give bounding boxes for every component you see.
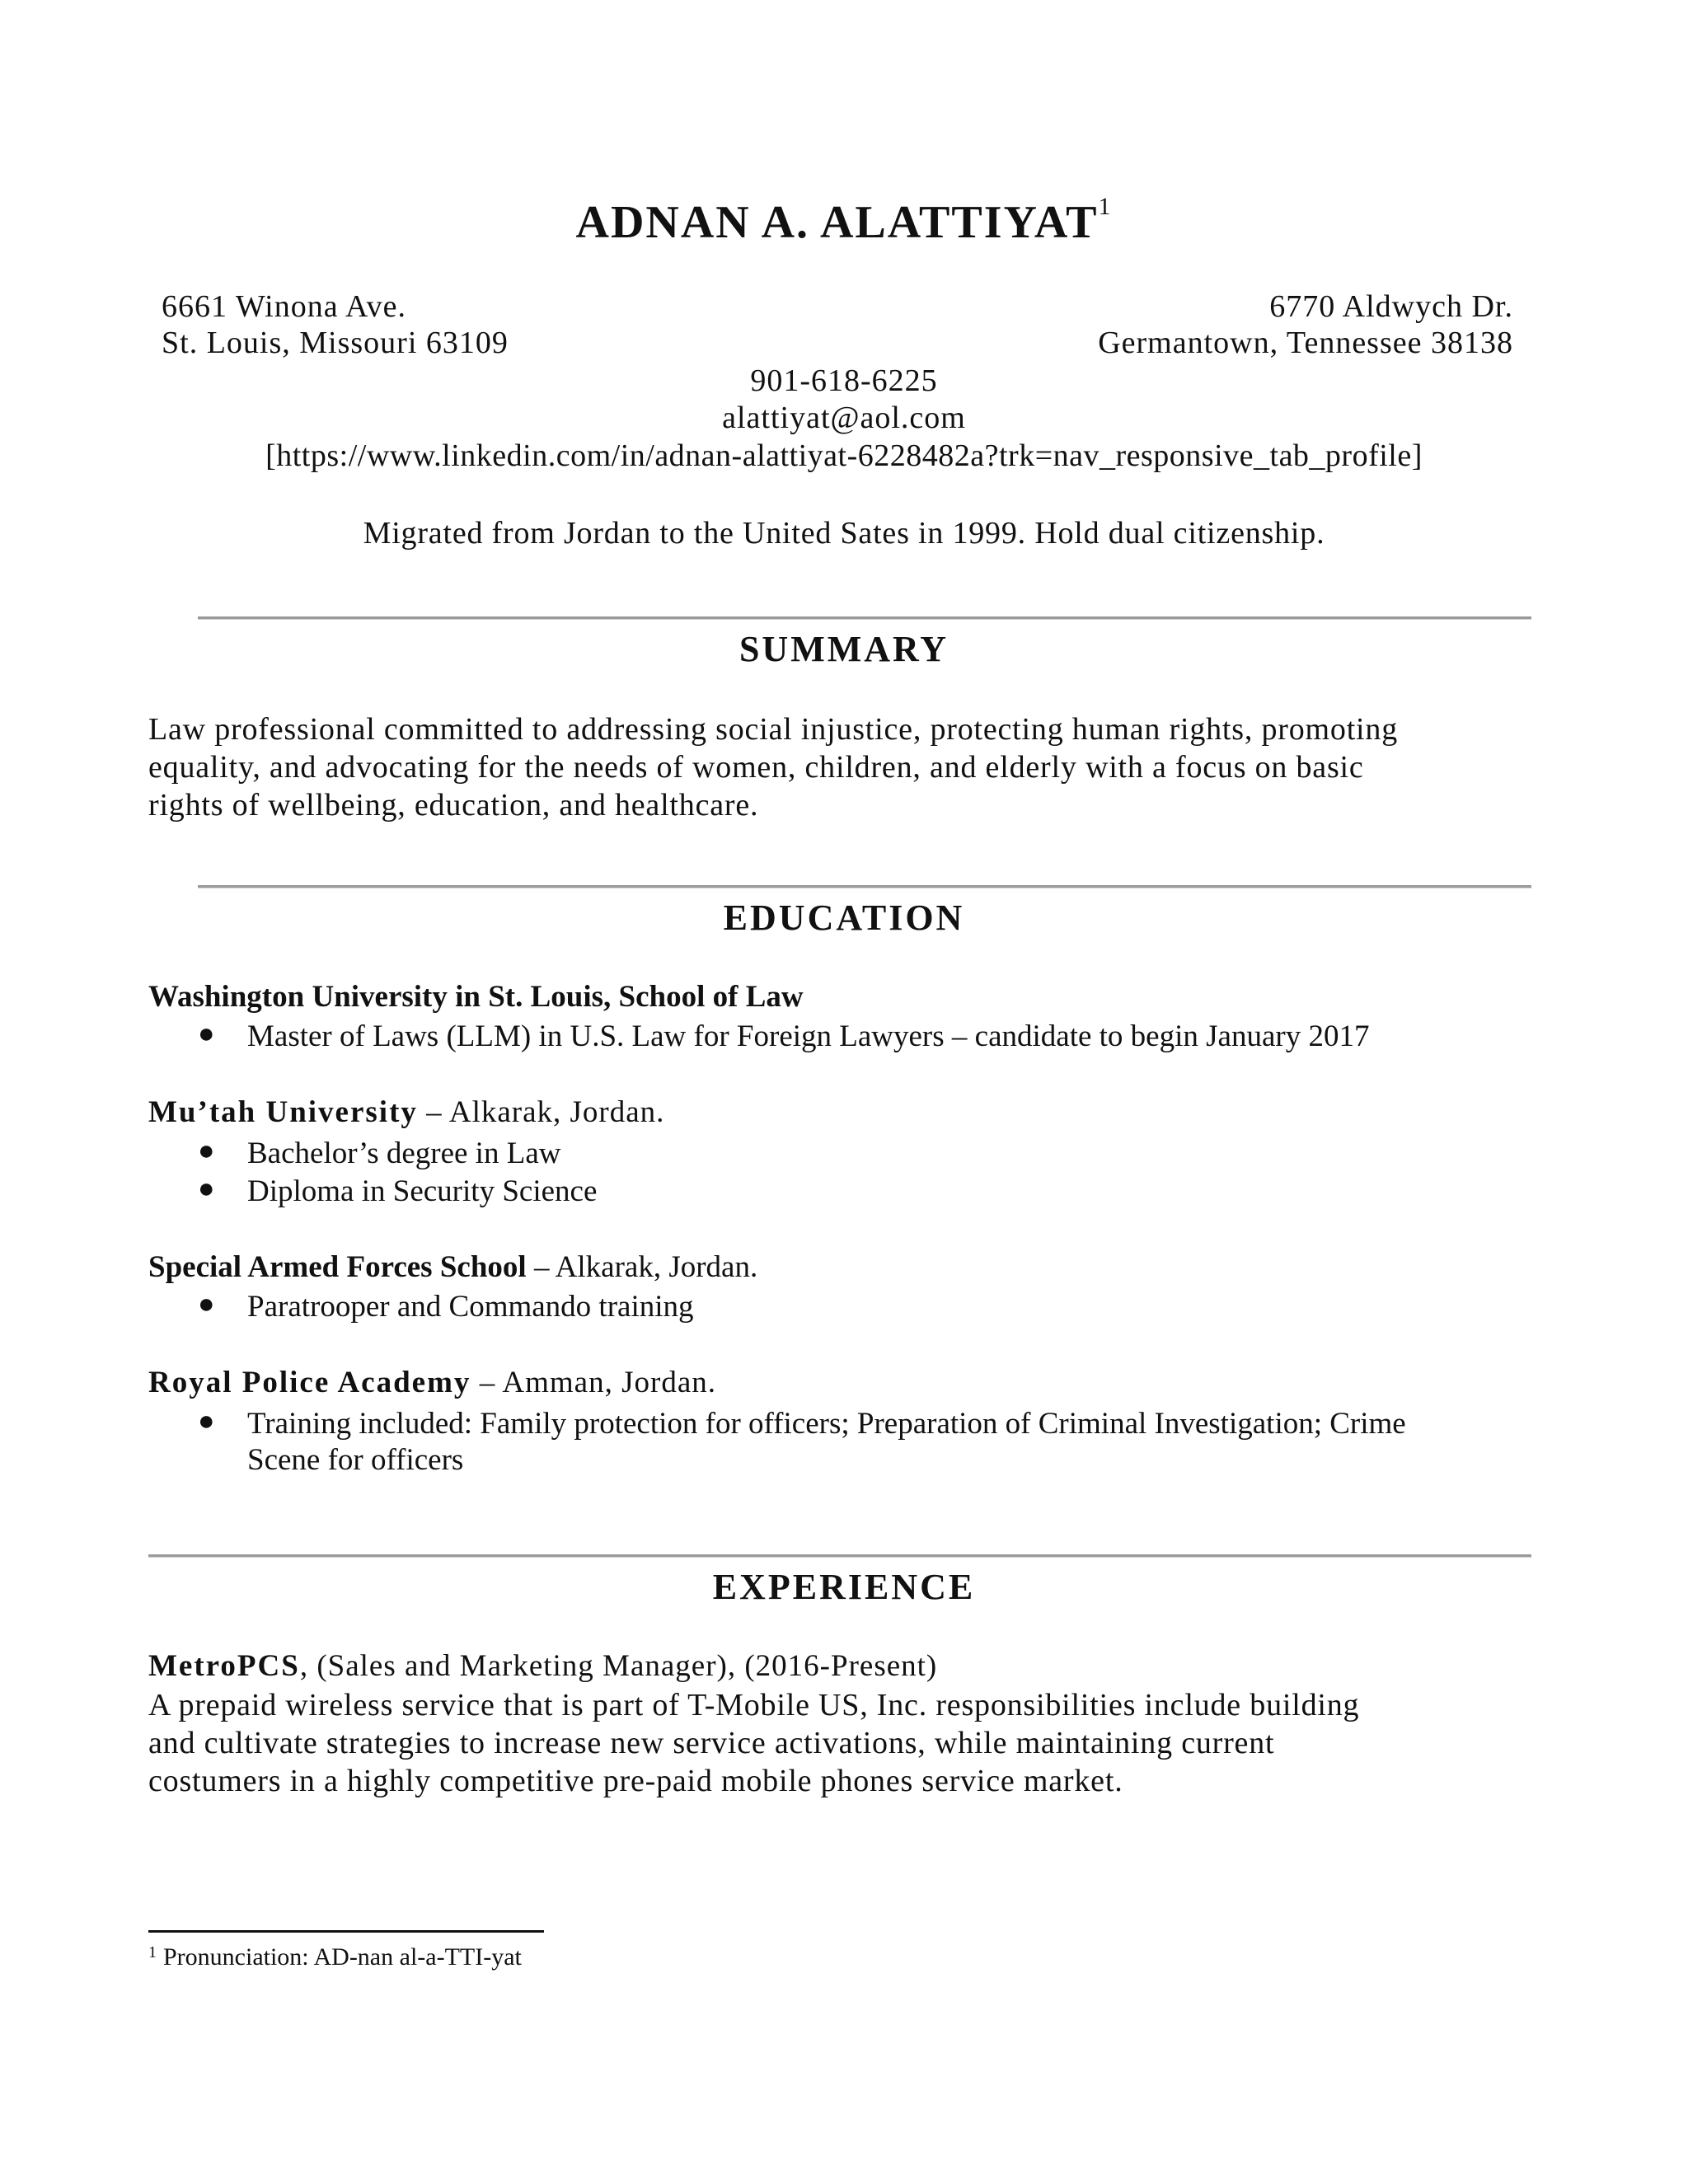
footnote	[148, 1943, 522, 1971]
bullet-icon: ●	[198, 1174, 215, 1204]
bullet-text: Paratrooper and Commando training	[247, 1290, 694, 1324]
linkedin-link[interactable]: [https://www.linkedin.com/in/adnan-alattiyat-6228482a?trk=nav_responsive_tab_profile]	[265, 438, 1423, 473]
bullet-icon: ●	[198, 1136, 215, 1166]
experience-line: costumers in a highly competitive pre-paid mobile phones service market.	[148, 1764, 1123, 1798]
bullet-text: Bachelor’s degree in Law	[247, 1137, 561, 1170]
address-right-line2: Germantown, Tennessee 38138	[1098, 326, 1513, 360]
name-footnote-mark: 1	[1098, 193, 1113, 220]
experience-description	[148, 1686, 1533, 1800]
experience-heading: EXPERIENCE	[712, 1567, 976, 1607]
org-location: – Amman, Jordan.	[471, 1366, 716, 1399]
email-link[interactable]: alattiyat@aol.com	[722, 401, 966, 435]
org-location: – Alkarak, Jordan.	[526, 1250, 758, 1284]
bullet-text: Diploma in Security Science	[247, 1174, 598, 1208]
summary-heading: SUMMARY	[738, 629, 950, 669]
bullet-text	[247, 1406, 1406, 1479]
bullet-text-line: Scene for officers	[247, 1443, 464, 1477]
migration-note: Migrated from Jordan to the United Sates in 1999. Hold dual citizenship.	[363, 516, 1325, 551]
footnote-text: Pronunciation: AD-nan al-a-TTI-yat	[163, 1943, 522, 1971]
bullet-icon: ●	[198, 1289, 215, 1319]
org-name: MetroPCS	[148, 1649, 300, 1683]
experience-line: A prepaid wireless service that is part of T-Mobile US, Inc. responsibilities include building	[148, 1688, 1360, 1722]
address-right-line1: 6770 Aldwych Dr.	[1269, 289, 1513, 324]
summary-line: rights of wellbeing, education, and healthcare.	[148, 788, 759, 823]
org-name: Special Armed Forces School	[148, 1250, 527, 1284]
experience-org	[148, 1648, 937, 1684]
summary-text	[148, 710, 1533, 824]
org-name: Mu’tah University	[148, 1095, 418, 1129]
experience-line: and cultivate strategies to increase new service activations, while maintaining current	[148, 1726, 1275, 1760]
org-name: Royal Police Academy	[148, 1366, 471, 1399]
education-org	[148, 979, 804, 1015]
org-location: – Alkarak, Jordan.	[417, 1095, 665, 1129]
footnote-mark: 1	[148, 1943, 157, 1961]
phone: 901-618-6225	[750, 363, 938, 398]
experience-divider	[148, 1554, 1531, 1558]
bullet-icon: ●	[198, 1406, 215, 1436]
experience-role: , (Sales and Marketing Manager), (2016-Present)	[299, 1649, 938, 1683]
resume-name	[0, 193, 1688, 249]
bullet-icon: ●	[198, 1019, 215, 1049]
summary-line: equality, and advocating for the needs of women, children, and elderly with a focus on basic	[148, 750, 1364, 785]
org-name: Washington University in St. Louis, School of Law	[148, 980, 804, 1014]
education-org	[148, 1365, 716, 1400]
name-text: ADNAN A. ALATTIYAT	[575, 197, 1099, 248]
education-org	[148, 1249, 757, 1285]
education-org	[148, 1094, 664, 1130]
summary-line: Law professional committed to addressing social injustice, protecting human rights, promoting	[148, 712, 1399, 747]
education-heading: EDUCATION	[723, 898, 965, 938]
address-left-line1: 6661 Winona Ave.	[162, 289, 406, 324]
footnote-separator	[148, 1930, 544, 1933]
bullet-text: Master of Laws (LLM) in U.S. Law for Foreign Lawyers – candidate to begin January 2017	[247, 1019, 1370, 1053]
bullet-text-line: Training included: Family protection for officers; Preparation of Criminal Investigation; Crime	[247, 1407, 1406, 1441]
address-left-line2: St. Louis, Missouri 63109	[162, 326, 509, 360]
education-divider	[198, 885, 1531, 888]
summary-divider	[198, 616, 1531, 620]
